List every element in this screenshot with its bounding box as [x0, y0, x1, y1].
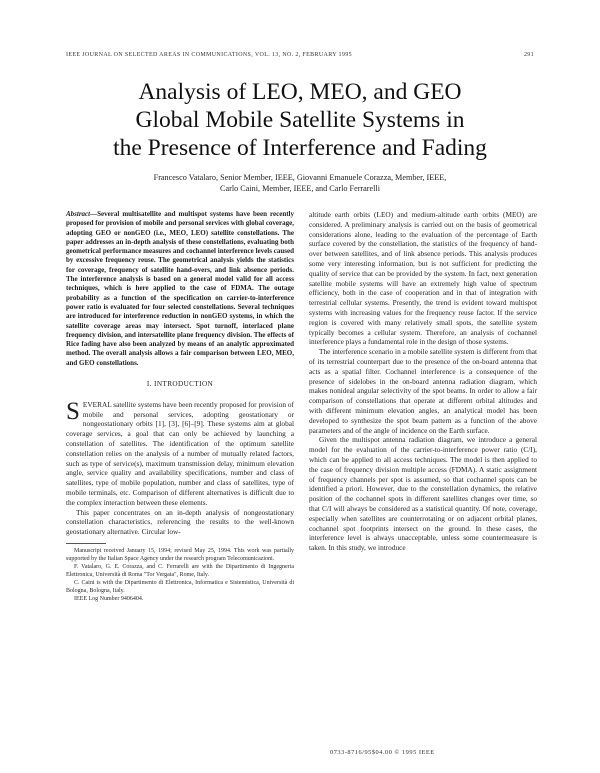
right-column — [309, 210, 537, 553]
left-column — [66, 210, 294, 603]
running-header — [66, 52, 534, 62]
author-line: Carlo Caini, Member, IEEE, and Carlo Ferrarelli — [220, 184, 380, 193]
page-number: 291 — [523, 52, 534, 58]
footnote: Manuscript received January 15, 1994; revised May 25, 1994. This work was partially supported by the Italian Space Agency under the research program Telecomunicazioni. — [66, 548, 294, 562]
intro-paragraph-2: This paper concentrates on an in-depth analysis of nongeostationary constellation characteristics, referencing the results to the well-known geostationary alternative. Circular low- — [66, 507, 294, 537]
footnote: IEEE Log Number 9406404. — [74, 596, 144, 602]
author-list — [60, 172, 540, 194]
footnote: C. Caini is with the Dipartimento di Elettronica, Informatica e Sistemistica, Università di Bologna, Bologna, Italy. — [66, 580, 294, 594]
paper-title — [60, 78, 540, 162]
abstract-text: Several multisatellite and multispot systems have been recently proposed for provision of mobile and personal services with global coverage, adopting GEO or nonGEO (i.e., MEO, LEO) satellite constellations. The paper addresses an in-depth analysis of these constellations, evaluating both geometrical performance measures and cochannel interference levels caused by excessive frequency reuse. The geometrical analysis yields the statistics for coverage, frequency of satellite hand-overs, and link absence periods. The interference analysis is based on a general model valid for all access techniques, which is here applied to the case of FDMA. The outage probability as a function of the specification on carrier-to-interference power ratio is evaluated for four selected constellations. Several techniques are introduced for interference reduction in nonGEO systems, in which the satellite coverage areas may intersect. Spot turnoff, interlaced plane frequency division, and intersatellite plane frequency division. The effects of Rice fading have also been analyzed by means of an analytic approximated method. The overall analysis allows a fair comparison between LEO, MEO, and GEO constellations. — [66, 210, 294, 367]
footnote: F. Vatalaro, G. E. Corazza, and C. Ferrarelli are with the Dipartimento di Ingegneria Elettronica, Università di Roma "Tor Vergata", Rome, Italy. — [66, 564, 294, 578]
journal-header: IEEE JOURNAL ON SELECTED AREAS IN COMMUNICATIONS, VOL. 13, NO. 2, FEBRUARY 1995 — [66, 52, 352, 58]
copyright-footer: 0733-8716/95$04.00 © 1995 IEEE — [330, 749, 435, 756]
author-line: Francesco Vatalaro, Senior Member, IEEE, Giovanni Emanuele Corazza, Member, IEEE, — [153, 173, 447, 182]
body-paragraph: The interference scenario in a mobile satellite system is different from that of its terrestrial counterpart due to the presence of the on-board antenna that acts as a spatial filter. Cochannel interference is a consequence of the presence of sidelobes in the on-board antenna radiation diagram, which makes nonideal angular selectivity of the spot beams. In order to allow a fair comparison of constellations that operate at different orbital altitudes and with different minimum elevation angles, an analytical model has been developed to synthesize the spot beam pattern as a function of the above parameters and of the angle of incidence on the Earth surface. — [309, 347, 537, 435]
body-paragraph: Given the multispot antenna radiation diagram, we introduce a general model for the evaluation of the carrier-to-interference power ratio (C/I), which can be applied to all access techniques. The model is then applied to the case of frequency division multiple access (FDMA). A static assignment of frequency channels per spot is assumed, so that cochannel spots can be identified a priori. However, due to the constellation dynamics, the relative position of the cochannel spots in different satellites changes over time, so that C/I will always be considered as a statistical quantity. Of note, coverage, especially when satellites are counterrotating or on adjacent orbital planes, cochannel spot footprints intersect on the ground. In these cases, the interference level is always unacceptable, unless some countermeasure is taken. In this study, we introduce — [309, 435, 537, 553]
title-line: Global Mobile Satellite Systems in — [135, 107, 465, 133]
intro-paragraph — [66, 397, 294, 508]
footnote-divider — [66, 543, 106, 544]
footnotes — [66, 547, 294, 603]
drop-cap: S — [66, 397, 80, 425]
title-line: the Presence of Interference and Fading — [113, 135, 487, 161]
abstract — [66, 210, 294, 368]
section-heading: I. INTRODUCTION — [146, 380, 214, 389]
body-paragraph: altitude earth orbits (LEO) and medium-altitude earth orbits (MEO) are considered. A preliminary analysis is carried out on the basis of geometrical considerations alone, leading to the evaluation of the percentage of Earth surface covered by the constellation, the statistics of the frequency of hand-over between satellites, and of link absence periods. This analysis produces some very interesting information, but is not sufficient for predicting the quality of service that can be provided by the system. In fact, next generation satellite mobile systems will have an extremely high value of spectrum efficiency, both in the case of cooperation and in that of integration with terrestrial cellular systems. Presently, the trend is evident toward multispot systems with increasing values for the frequency reuse factor. If the service region is covered with many relatively small spots, the satellite system typically becomes a cellular system. Therefore, an analysis of cochannel interference plays a fundamental role in the design of those systems. — [309, 210, 537, 347]
title-line: Analysis of LEO, MEO, and GEO — [138, 79, 462, 105]
abstract-label: Abstract— — [66, 210, 98, 218]
intro-text: EVERAL satellite systems have been recently proposed for provision of mobile and personal services, adopting geostationary or nongeostationary orbits [1], [3], [6]–[9]. These systems aim at global coverage services, a goal that can only be achieved by launching a constellation of satellites. The identification of the optimum satellite constellation relies on the analysis of a number of mutually related factors, such as type of service(s), maximum transmission delay, minimum elevation angle, service quality and availability specifications, number and class of satellites, type of mobile population, number and class of satellites, type of mobile terminals, etc. Comparison of different alternatives is difficult due to the complex interaction between these elements. — [66, 399, 294, 507]
